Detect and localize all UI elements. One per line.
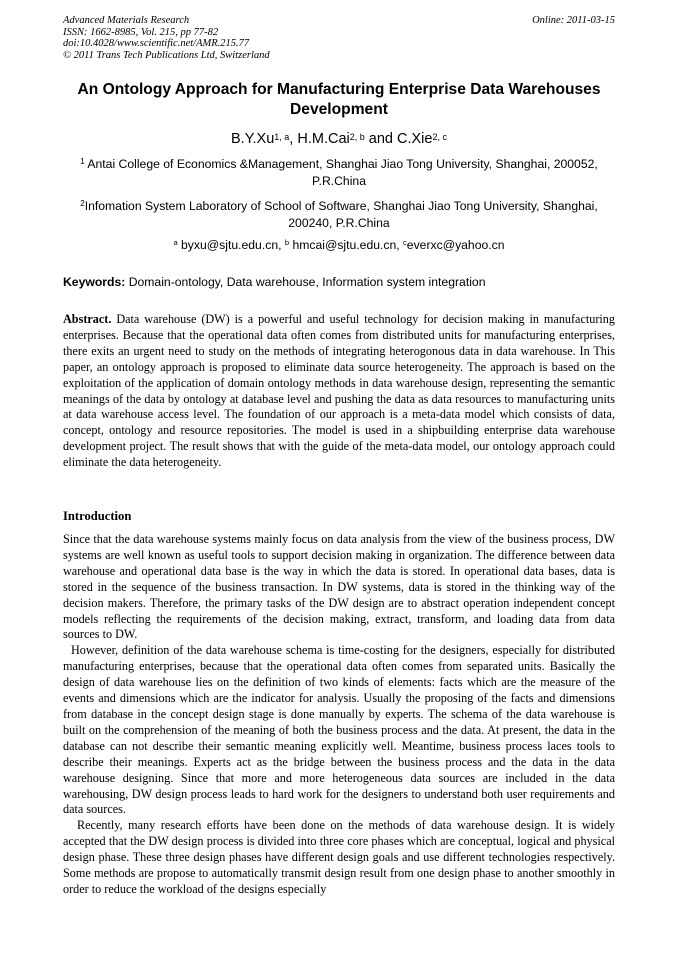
affiliation-text: Antai College of Economics &Management, Shanghai Jiao Tong University, Shanghai, 200052, P.R.China	[87, 157, 598, 188]
paragraph: Recently, many research efforts have been done on the methods of data warehouse design. It is widely accepted that the DW design process is divided into three core phases which are conceptual, logical and physical design phase. These three design phases have different design goals and use different technologies respectively. Some methods are propose to automatically transmit design result from one design phase to another smoothly in order to reduce the workload of the designs especially	[63, 818, 615, 896]
email-mark: b	[284, 238, 290, 247]
keywords	[63, 274, 615, 290]
author-name: C.Xie	[397, 131, 433, 147]
author-affiliation-mark: 1, a	[274, 132, 290, 142]
journal-header	[63, 15, 615, 61]
paper-title: An Ontology Approach for Manufacturing Enterprise Data Warehouses Development	[77, 81, 601, 118]
email-mark: a	[173, 238, 178, 247]
affiliation-1	[63, 156, 615, 190]
journal-name: Advanced Materials Research	[63, 15, 190, 26]
section-heading-introduction: Introduction	[63, 509, 132, 523]
email-address[interactable]: everxc@yahoo.cn	[406, 238, 505, 252]
keywords-text: Domain-ontology, Data warehouse, Information system integration	[125, 275, 486, 289]
email-address[interactable]: hmcai@sjtu.edu.cn	[292, 238, 397, 252]
email-separator: ,	[278, 238, 285, 252]
author-name: H.M.Cai	[297, 131, 350, 147]
affiliation-mark: 1	[80, 157, 85, 166]
issn-line: ISSN: 1662-8985, Vol. 215, pp 77-82	[63, 26, 219, 38]
author-name: B.Y.Xu	[231, 131, 275, 147]
author-separator: and	[364, 131, 397, 147]
email-mark: c	[403, 238, 407, 247]
keywords-label: Keywords:	[63, 275, 126, 289]
affiliation-mark: 2	[80, 199, 85, 208]
author-affiliation-mark: 2, b	[349, 132, 365, 142]
author-affiliation-mark: 2, c	[432, 132, 447, 142]
abstract-text: Data warehouse (DW) is a powerful and useful technology for decision making in manufacturing enterprises. Because that the operational data often comes from distributed units for manufacturing enterprises, there exits an urgent need to study on the methods of integrating heterogonous data in data warehouse. In This paper, an ontology approach is proposed to eliminate data source heterogeneity. The approach is based on the exploitation of the application of domain ontology methods in data warehouse design, representing the semantic meanings of the data by ontology at database level and pushing the data as data resources to manufacturing units at data warehouse access level. The foundation of our approach is a meta-data model which consists of data, concept, ontology and resource repositories. The model is used in a shipbuilding enterprise data warehouse development project. The result shows that with the guide of the meta-data model, our ontology approach could eliminate the data heterogeneity.	[63, 312, 615, 470]
email-list	[63, 237, 615, 253]
paragraph: However, definition of the data warehouse schema is time-costing for the designers, especially for distributed manufacturing enterprises, because that the operational data often comes from separated units. Basically the design of data warehouse lies on the definition of two kinds of elements: facts which are the measure of the events and dimensions which are the indicator for analysis. Usually the proposing of the facts and dimensions from database in the concept design stage is done manually by experts. The schema of the data warehouse is built on the comprehension of the meaning of both the business process and the data. At present, the data in the database can not describe their semantic meaning explicitly well. Meantime, business process laces tools to describe their meanings. Experts act as the bridge between the business process and the data in the data warehouse designing. Since that more and more heterogeneous data sources are included in the data warehousing, DW design process leads to hard work for the designers to understand both user requirements and data sources.	[63, 643, 615, 817]
affiliation-text: Infomation System Laboratory of School of Software, Shanghai Jiao Tong University, Shanghai, 200240, P.R.China	[84, 199, 598, 230]
abstract-label: Abstract.	[63, 312, 112, 326]
online-date: Online: 2011-03-15	[532, 15, 615, 26]
paragraph: Since that the data warehouse systems mainly focus on data analysis from the view of the business process, DW systems are well known as useful tools to support decision making in organization. The difference between data warehouse and operational data base is the way in which the data is stored. In operational data bases, data is stored in the sequence of the business transaction. In DW systems, data is stored in the thinking way of the decision makers. Therefore, the primary tasks of the DW design are to abstract operation independent concept models reflecting the requirements of the decision making, extract, transform, and loading data from data sources to DW.	[63, 532, 615, 642]
abstract	[63, 312, 615, 471]
email-separator: ,	[396, 238, 404, 252]
author-separator: ,	[289, 131, 298, 147]
copyright-line: © 2011 Trans Tech Publications Ltd, Switzerland	[63, 49, 270, 61]
affiliation-2	[63, 198, 615, 232]
email-address[interactable]: byxu@sjtu.edu.cn	[181, 238, 279, 252]
author-list	[63, 130, 615, 148]
introduction-body	[63, 532, 615, 898]
doi-line: doi:10.4028/www.scientific.net/AMR.215.77	[63, 38, 250, 50]
